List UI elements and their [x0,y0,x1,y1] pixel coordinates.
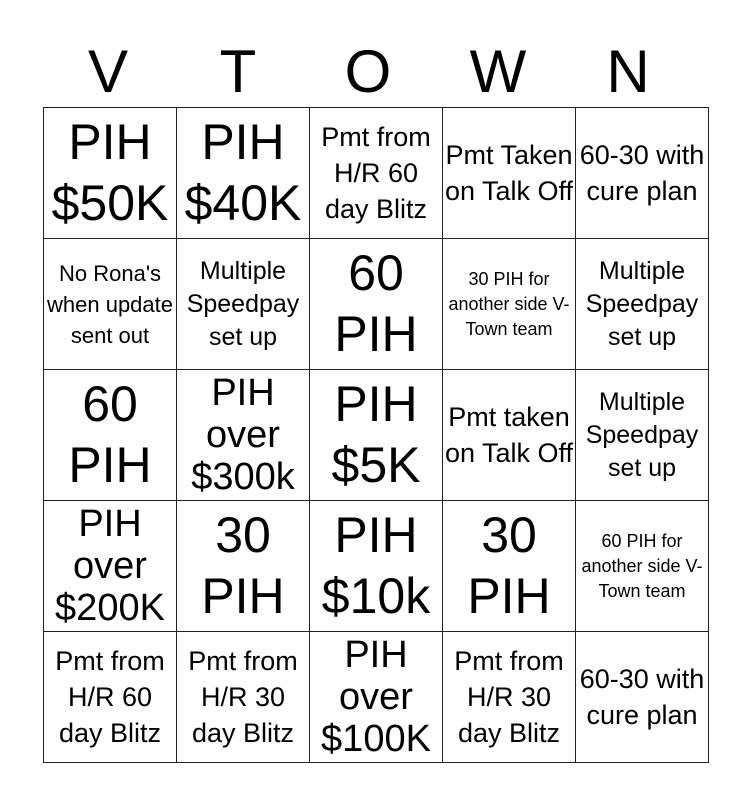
header-letter-o: O [344,38,392,105]
cell-text: PIH $50K [51,114,169,231]
cell-text: Pmt from H/R 30 day Blitz [454,646,564,748]
header-letter-w: W [469,38,527,105]
header-letter-n: N [606,38,650,105]
bingo-cell[interactable] [177,108,310,239]
cell-text: PIH $40K [184,114,302,231]
bingo-cell[interactable] [576,370,709,501]
bingo-cell[interactable] [443,501,576,632]
cell-text: 30 PIH for another side V-Town team [448,268,570,339]
bingo-cell[interactable] [443,108,576,239]
bingo-cell[interactable] [576,501,709,632]
cell-text: Multiple Speedpay set up [585,387,699,482]
bingo-cell[interactable] [44,501,177,632]
cell-text: 60-30 with cure plan [579,140,705,206]
bingo-cell[interactable] [177,501,310,632]
bingo-cell[interactable] [310,239,443,370]
board-row [44,632,709,763]
cell-text: PIH $10k [321,507,431,624]
cell-text: PIH over $200K [55,503,165,629]
bingo-cell[interactable] [443,370,576,501]
cell-text: 30 PIH [201,507,285,624]
bingo-cell[interactable] [310,370,443,501]
bingo-cell[interactable] [44,370,177,501]
cell-text: Pmt taken on Talk Off [444,402,574,468]
bingo-cell[interactable] [443,239,576,370]
board-row [44,108,709,239]
cell-text: PIH over $100K [321,634,431,760]
cell-text: 30 PIH [467,507,551,624]
cell-text: Pmt from H/R 60 day Blitz [55,646,165,748]
board-row [44,370,709,501]
cell-text: PIH over $300k [191,372,295,498]
cell-text: Pmt Taken on Talk Off [444,140,574,206]
bingo-cell[interactable] [576,632,709,763]
bingo-cell[interactable] [177,239,310,370]
cell-text: 60 PIH [68,376,152,493]
bingo-cell[interactable] [576,239,709,370]
header-letter-v: V [87,38,129,105]
bingo-cell[interactable] [576,108,709,239]
bingo-cell[interactable] [44,108,177,239]
bingo-cell[interactable] [177,370,310,501]
bingo-cell[interactable] [310,108,443,239]
cell-text: Multiple Speedpay set up [585,256,699,351]
board-row [44,501,709,632]
cell-text: PIH $5K [331,376,421,493]
cell-text: Pmt from H/R 60 day Blitz [321,122,431,224]
bingo-board [43,107,709,763]
cell-text: No Rona's when update sent out [47,260,173,348]
cell-text: 60 PIH [334,245,418,362]
cell-text: Multiple Speedpay set up [186,256,300,351]
bingo-cell[interactable] [443,632,576,763]
bingo-cell[interactable] [44,239,177,370]
cell-text: 60-30 with cure plan [579,664,705,730]
bingo-header [43,40,693,104]
header-letter-t: T [219,38,257,105]
cell-text: Pmt from H/R 30 day Blitz [188,646,298,748]
bingo-cell[interactable] [310,501,443,632]
bingo-cell[interactable] [177,632,310,763]
cell-text: 60 PIH for another side V-Town team [581,530,703,601]
bingo-cell[interactable] [310,632,443,763]
bingo-cell[interactable] [44,632,177,763]
board-row [44,239,709,370]
